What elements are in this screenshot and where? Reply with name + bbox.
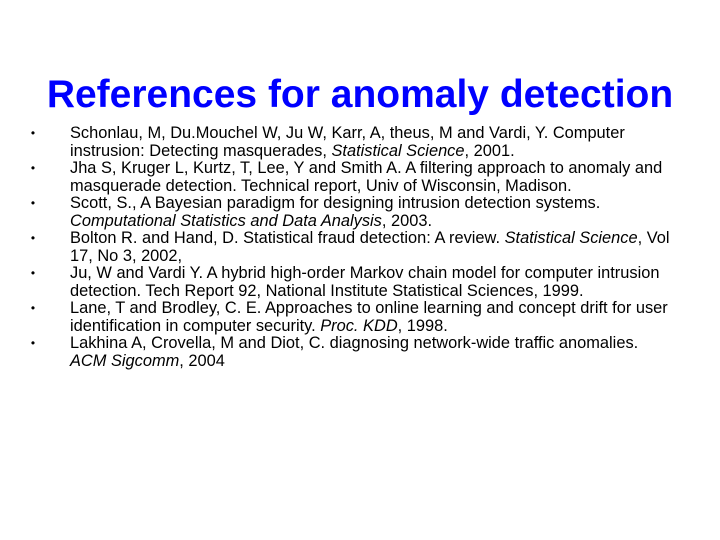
reference-text: [70, 125, 676, 160]
reference-text: [70, 195, 676, 230]
reference-item: [26, 230, 676, 265]
reference-item: [26, 300, 676, 335]
slide-title: References for anomaly detection: [46, 73, 674, 117]
bullet-icon: •: [30, 196, 36, 210]
reference-item: [26, 195, 676, 230]
bullet-icon: •: [30, 126, 36, 140]
bullet-icon: •: [30, 336, 36, 350]
reference-list: [26, 125, 676, 370]
bullet-icon: •: [30, 266, 36, 280]
bullet-icon: •: [30, 301, 36, 315]
reference-segment: Lakhina A, Crovella, M and Diot, C. diagnosing network-wide traffic anomalies.: [70, 334, 639, 352]
reference-text: [70, 300, 676, 335]
reference-item: [26, 160, 676, 195]
reference-segment: Lane, T and Brodley, C. E. Approaches to online learning and concept drift for user identification in computer security.: [70, 299, 668, 335]
reference-segment: Schonlau, M, Du.Mouchel W, Ju W, Karr, A, theus, M and Vardi, Y. Computer instrusion: Detecting masquerades,: [70, 124, 625, 160]
reference-text: [70, 265, 676, 300]
reference-item: [26, 125, 676, 160]
bullet-icon: •: [30, 231, 36, 245]
reference-text: [70, 335, 676, 370]
reference-source: Proc. KDD: [320, 316, 398, 335]
reference-segment: Bolton R. and Hand, D. Statistical fraud detection: A review.: [70, 229, 505, 247]
reference-item: [26, 265, 676, 300]
reference-text: [70, 230, 676, 265]
bullet-icon: •: [30, 161, 36, 175]
reference-segment: , Vol 17, No 3, 2002,: [70, 229, 670, 265]
reference-text: [70, 160, 676, 195]
reference-segment: , 2004: [179, 351, 225, 370]
reference-segment: Ju, W and Vardi Y. A hybrid high-order Markov chain model for computer intrusion detection. Tech Report 92, National Institute Statistical Sciences, 1999.: [70, 264, 660, 300]
reference-source: ACM Sigcomm: [70, 351, 180, 370]
reference-source: Statistical Science: [331, 141, 465, 160]
reference-segment: , 2003.: [381, 211, 433, 230]
reference-segment: Jha S, Kruger L, Kurtz, T, Lee, Y and Smith A. A filtering approach to anomaly and masquerade detection. Technical report, Univ of Wisconsin, Madison.: [70, 159, 663, 195]
reference-segment: , 2001.: [464, 141, 515, 160]
reference-source: Statistical Science: [504, 229, 638, 247]
reference-segment: , 1998.: [397, 316, 448, 335]
reference-source: Computational Statistics and Data Analysis: [70, 211, 382, 230]
reference-item: [26, 335, 676, 370]
reference-segment: Scott, S., A Bayesian paradigm for designing intrusion detection systems.: [70, 194, 601, 212]
